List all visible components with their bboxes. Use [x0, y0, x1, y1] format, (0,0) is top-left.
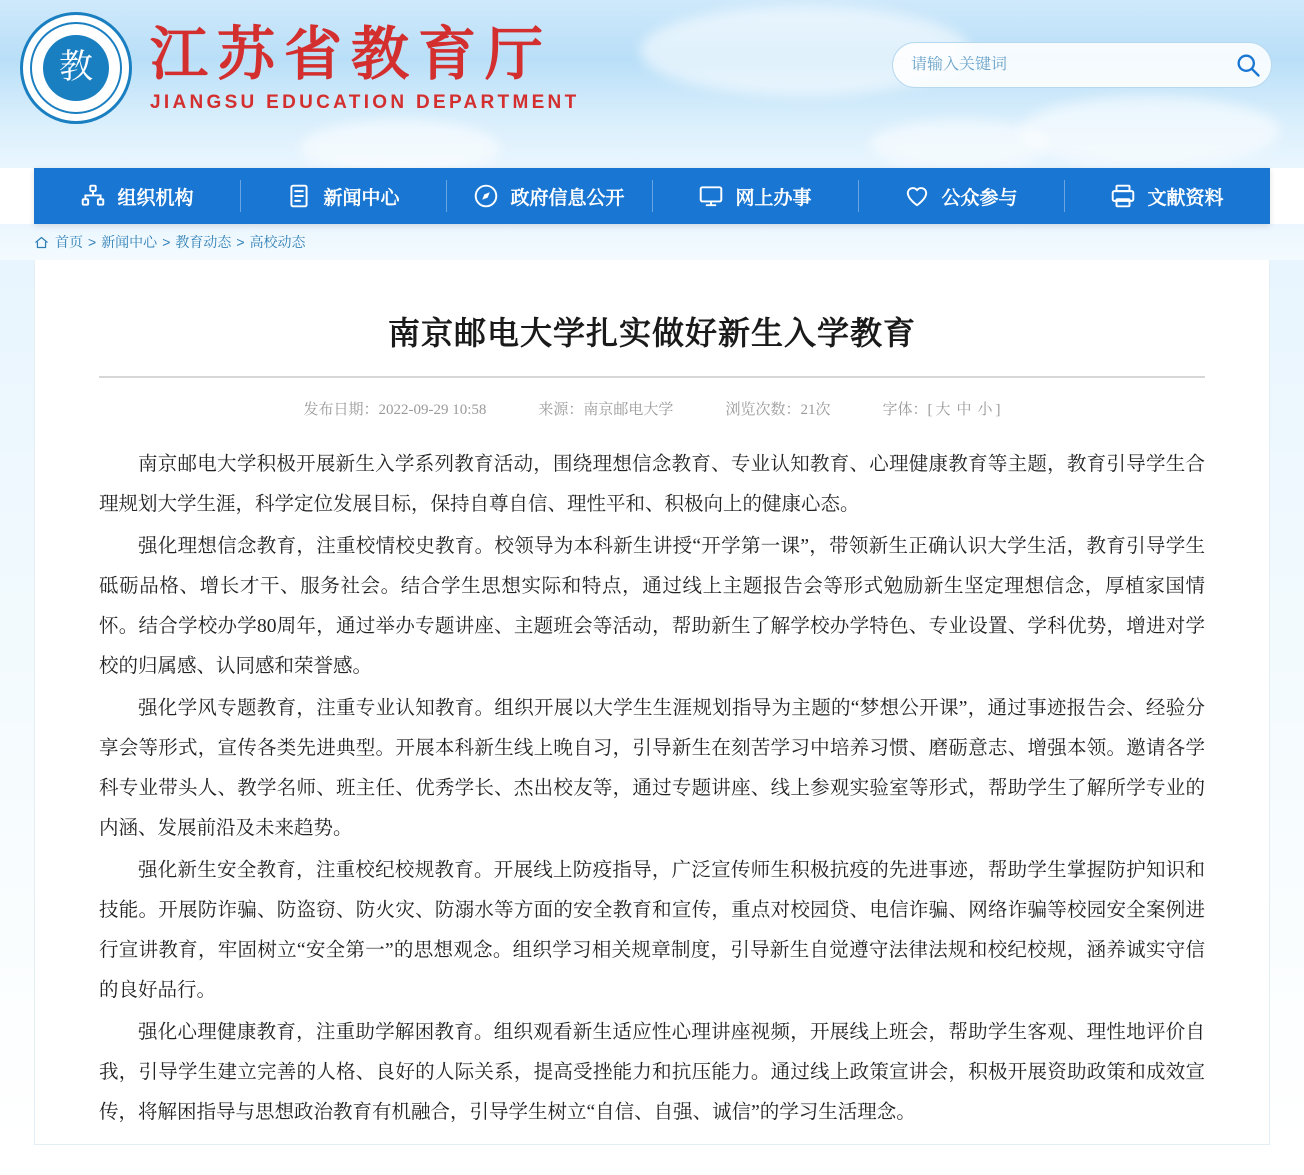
- page-title: 南京邮电大学扎实做好新生入学教育: [387, 315, 916, 351]
- compass-icon: [473, 183, 499, 209]
- publish-date: [303, 398, 486, 419]
- breadcrumb-item-university-news[interactable]: 高校动态: [249, 234, 306, 250]
- site-title-en: JIANGSU EDUCATION DEPARTMENT: [150, 92, 580, 114]
- heart-icon: [904, 183, 930, 209]
- content-background: [0, 260, 1304, 1145]
- article-source: [538, 398, 673, 419]
- nav-item-news[interactable]: [240, 168, 446, 224]
- emblem-icon: [20, 12, 132, 124]
- breadcrumb-separator: >: [88, 234, 97, 250]
- home-icon: [34, 235, 49, 250]
- article-paragraph: 南京邮电大学积极开展新生入学系列教育活动，围绕理想信念教育、专业认知教育、心理健康教育等主题，教育引导学生合理规划大学生涯，科学定位发展目标，保持自尊自信、理性平和、积极向上的健康心态。: [99, 454, 1205, 515]
- views-value: 21次: [800, 402, 831, 418]
- nav-item-organization[interactable]: [34, 168, 240, 224]
- main-nav: [34, 168, 1270, 224]
- breadcrumb: [0, 224, 1304, 260]
- document-icon: [286, 183, 312, 209]
- font-size-medium[interactable]: 中: [956, 402, 972, 418]
- breadcrumb-item-news[interactable]: 新闻中心: [101, 234, 158, 250]
- nav-item-public-participation[interactable]: [858, 168, 1064, 224]
- nav-item-label: 文献资料: [1147, 187, 1224, 209]
- breadcrumb-item-home[interactable]: 首页: [55, 234, 83, 250]
- article-paragraph: 强化心理健康教育，注重助学解困教育。组织观看新生适应性心理讲座视频，开展线上班会，帮助学生客观、理性地评价自我，引导学生建立完善的人格、良好的人际关系，提高受挫能力和抗压能力。通过线上政策宣讲会，积极开展资助政策和成效宣传，将解困指导与思想政治教育有机融合，引导学生树立“自信、自强、诚信”的学习生活理念。: [99, 1021, 1205, 1123]
- monitor-icon: [698, 183, 724, 209]
- publish-date-label: 发布日期：: [303, 402, 379, 418]
- cloud-decoration: [1020, 96, 1280, 166]
- nav-item-label: 公众参与: [941, 187, 1018, 209]
- nav-item-gov-info[interactable]: [446, 168, 652, 224]
- article-paragraph: 强化学风专题教育，注重专业认知教育。组织开展以大学生生涯规划指导为主题的“梦想公开课”，通过事迹报告会、经验分享会等形式，宣传各类先进典型。开展本科新生线上晚自习，引导新生在刻苦学习中培养习惯、磨砺意志、增强本领。邀请各学科专业带头人、教学名师、班主任、优秀学长、杰出校友等，通过专题讲座、线上参观实验室等形式，帮助学生了解所学专业的内涵、发展前沿及未来趋势。: [99, 697, 1205, 839]
- fontsize-label: 字体：: [882, 402, 928, 418]
- article-meta: [99, 378, 1205, 445]
- bracket-close: ]: [995, 402, 1001, 418]
- nav-item-label: 网上办事: [735, 187, 812, 209]
- search-box[interactable]: [892, 42, 1272, 88]
- breadcrumb-separator: >: [162, 234, 171, 250]
- publish-date-value: 2022-09-29 10:58: [378, 402, 487, 418]
- source-value: 南京邮电大学: [583, 402, 674, 418]
- emblem-glyph: 教: [59, 49, 93, 86]
- source-label: 来源：: [538, 402, 584, 418]
- article-paragraph: 强化新生安全教育，注重校纪校规教育。开展线上防疫指导，广泛宣传师生积极抗疫的先进事迹，帮助学生掌握防护知识和技能。开展防诈骗、防盗窃、防火灾、防溺水等方面的安全教育和宣传，重点对校园贷、电信诈骗、网络诈骗等校园安全案例进行宣讲教育，牢固树立“安全第一”的思想观念。组织学习相关规章制度，引导新生自觉遵守法律法规和校纪校规，涵养诚实守信的良好品行。: [99, 859, 1205, 1001]
- search-input[interactable]: [893, 56, 1225, 74]
- breadcrumb-item-education-news[interactable]: 教育动态: [175, 234, 232, 250]
- nav-item-label: 政府信息公开: [510, 187, 625, 209]
- site-logo[interactable]: [20, 12, 579, 124]
- article-body: [99, 445, 1205, 1132]
- sitemap-icon: [80, 183, 106, 209]
- breadcrumb-separator: >: [236, 234, 245, 250]
- printer-icon: [1110, 183, 1136, 209]
- article-card: [34, 260, 1270, 1145]
- bracket-open: [: [927, 402, 933, 418]
- site-title-block: [150, 22, 579, 115]
- font-size-switcher: [882, 398, 1000, 419]
- nav-item-online-service[interactable]: [652, 168, 858, 224]
- font-size-large[interactable]: 大: [935, 402, 951, 418]
- nav-item-documents[interactable]: [1064, 168, 1270, 224]
- nav-item-label: 新闻中心: [323, 187, 400, 209]
- views-label: 浏览次数：: [725, 402, 801, 418]
- cloud-decoration: [300, 120, 500, 168]
- font-size-small[interactable]: 小: [977, 402, 993, 418]
- cloud-decoration: [870, 120, 1050, 168]
- article-paragraph: 强化理想信念教育，注重校情校史教育。校领导为本科新生讲授“开学第一课”，带领新生正确认识大学生活，教育引导学生砥砺品格、增长才干、服务社会。结合学生思想实际和特点，通过线上主题报告会等形式勉励新生坚定理想信念，厚植家国情怀。结合学校办学80周年，通过举办专题讲座、主题班会等活动，帮助新生了解学校办学特色、专业设置、学科优势，增进对学校的归属感、认同感和荣誉感。: [99, 535, 1205, 677]
- site-title-cn: 江苏省教育厅: [150, 21, 553, 87]
- site-header: [0, 0, 1304, 168]
- view-count: [725, 398, 830, 419]
- search-icon[interactable]: [1225, 42, 1271, 88]
- nav-item-label: 组织机构: [117, 187, 194, 209]
